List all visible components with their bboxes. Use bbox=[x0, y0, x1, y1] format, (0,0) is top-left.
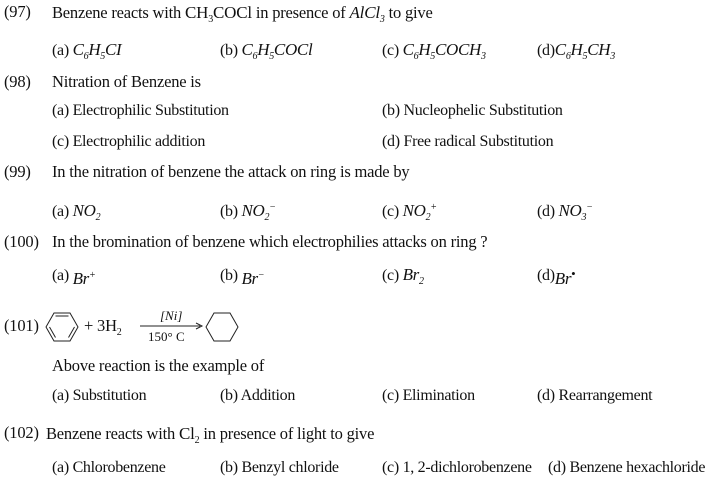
question-97-option-d: $(d)C_6H_5CH_3$ bbox=[537, 40, 615, 62]
question-97-option-c: (c) $C_6H_5COCH_3$ bbox=[382, 40, 486, 62]
question-99-option-b: (b) $NO_2^-$ bbox=[220, 201, 276, 223]
question-98-option-a: (a) Electrophilic Substitution bbox=[52, 102, 229, 119]
question-101-stem: Above reaction is the example of bbox=[52, 356, 265, 375]
cyclohexane-ring-icon bbox=[205, 312, 239, 342]
catalyst-label: [Ni] bbox=[160, 308, 183, 323]
question-101-option-a: (a) Substitution bbox=[52, 387, 147, 404]
question-100-number: (100) bbox=[4, 232, 39, 251]
question-102-number: (102) bbox=[4, 423, 39, 442]
question-99-option-c: (c) $NO_2^+$ bbox=[382, 201, 437, 223]
question-98-number: (98) bbox=[4, 72, 31, 91]
question-100-option-d: (d)Br• bbox=[537, 266, 576, 288]
question-97-stem: Benzene reacts with $CH_3COCl$ in presence of AlCl$_3$ to give bbox=[52, 3, 433, 25]
question-100-option-b: (b) Br− bbox=[220, 267, 265, 288]
question-100-option-a: (a) Br+ bbox=[52, 267, 96, 288]
question-102-stem: Benzene reacts with $Cl_2$ in presence of light to give bbox=[46, 424, 375, 446]
question-101-option-c: (c) Elimination bbox=[382, 387, 475, 404]
question-98-stem: Nitration of Benzene is bbox=[52, 72, 201, 91]
reagent-h2: + $3H_2$ bbox=[84, 316, 122, 338]
question-100-option-c: (c) $Br_2$ bbox=[382, 265, 424, 287]
question-101-number: (101) bbox=[4, 316, 39, 335]
question-102-option-d: (d) Benzene hexachloride bbox=[548, 459, 706, 476]
question-97-option-a: (a) $C_6H_5CI$ bbox=[52, 40, 122, 62]
question-97-option-b: (b) $C_6H_5COCl$ bbox=[220, 40, 313, 62]
catalyst-formula: AlCl$_3$ bbox=[349, 3, 385, 25]
reagent-formula: $Cl_2$ bbox=[178, 424, 200, 446]
question-102-option-a: (a) Chlorobenzene bbox=[52, 459, 166, 476]
question-99-stem: In the nitration of benzene the attack on ring is made by bbox=[52, 162, 410, 181]
benzene-ring-icon bbox=[45, 312, 79, 342]
question-98-option-b: (b) Nucleophelic Substitution bbox=[382, 102, 563, 119]
question-98-option-d: (d) Free radical Substitution bbox=[382, 133, 554, 150]
question-97-number: (97) bbox=[4, 2, 31, 21]
question-99-option-a: (a) $NO_2$ bbox=[52, 201, 101, 223]
question-100-stem: In the bromination of benzene which electrophilies attacks on ring ? bbox=[52, 232, 488, 251]
question-99-number: (99) bbox=[4, 162, 31, 181]
question-101-option-d: (d) Rearrangement bbox=[537, 387, 653, 404]
question-99-option-d: (d) $NO_3^-$ bbox=[537, 201, 593, 223]
question-101-option-b: (b) Addition bbox=[220, 387, 296, 404]
question-98-option-c: (c) Electrophilic addition bbox=[52, 133, 206, 150]
stem-text: Benzene reacts with bbox=[52, 3, 185, 22]
condition-label: 150° C bbox=[148, 329, 185, 344]
reagent-formula: $CH_3COCl$ bbox=[184, 3, 252, 25]
question-102-option-b: (b) Benzyl chloride bbox=[220, 459, 339, 476]
question-102-option-c: (c) 1, 2-dichlorobenzene bbox=[382, 459, 532, 476]
